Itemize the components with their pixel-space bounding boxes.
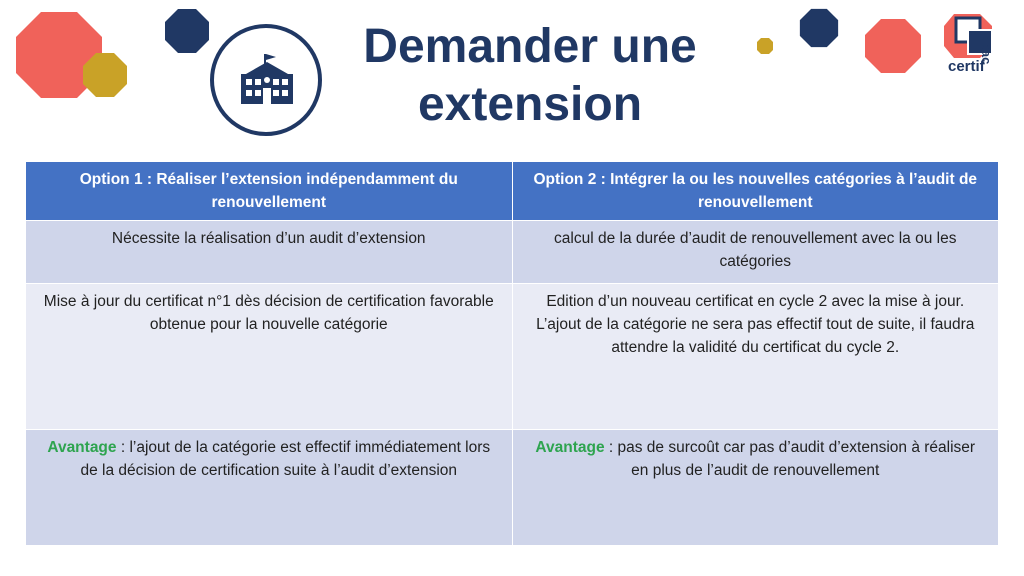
table-row	[26, 221, 999, 284]
cell-option-1-audit: Nécessite la réalisation d’un audit d’extension	[26, 221, 513, 284]
header-option-2: Option 2 : Intégrer la ou les nouvelles catégories à l’audit de renouvellement	[512, 162, 999, 221]
school-icon-circle	[210, 24, 322, 136]
title-line-1: Demander une	[363, 20, 697, 73]
header-option-1: Option 1 : Réaliser l’extension indépendamment du renouvellement	[26, 162, 513, 221]
gold-octagon-left	[82, 52, 128, 98]
title-line-2: extension	[417, 78, 643, 131]
cell-option-2-advantage	[512, 430, 999, 546]
cell-option-1-certificate: Mise à jour du certificat n°1 dès décision de certification favorable obtenue pour la nouvelle catégorie	[26, 284, 513, 430]
navy-octagon-right	[799, 8, 839, 48]
cell-option-1-advantage	[26, 430, 513, 546]
advantage-text-option-1: : l’ajout de la catégorie est effectif immédiatement lors de la décision de certification suite à l’audit d’extension	[80, 439, 491, 479]
page-title	[330, 18, 730, 134]
logo-side-text: opac	[979, 34, 994, 65]
logo-wordmark: certif	[948, 58, 985, 75]
advantage-label: Avantage	[535, 439, 605, 456]
advantage-text-option-2: : pas de surcoût car pas d’audit d’extension à réaliser en plus de l’audit de renouvellement	[604, 439, 976, 479]
options-comparison-table	[25, 161, 999, 546]
table-row	[26, 430, 999, 546]
table-row	[26, 284, 999, 430]
navy-octagon-left	[164, 8, 210, 54]
coral-octagon-right	[864, 18, 922, 74]
cell-option-2-audit: calcul de la durée d’audit de renouvellement avec la ou les catégories	[512, 221, 999, 284]
table-header-row	[26, 162, 999, 221]
gold-dot-right	[756, 37, 774, 55]
school-building-icon	[238, 54, 296, 106]
cell-option-2-certificate: Edition d’un nouveau certificat en cycle 2 avec la mise à jour. L’ajout de la catégorie ne sera pas effectif tout de suite, il faudra attendre la validité du certificat du cycle 2.	[512, 284, 999, 430]
advantage-label: Avantage	[47, 439, 117, 456]
